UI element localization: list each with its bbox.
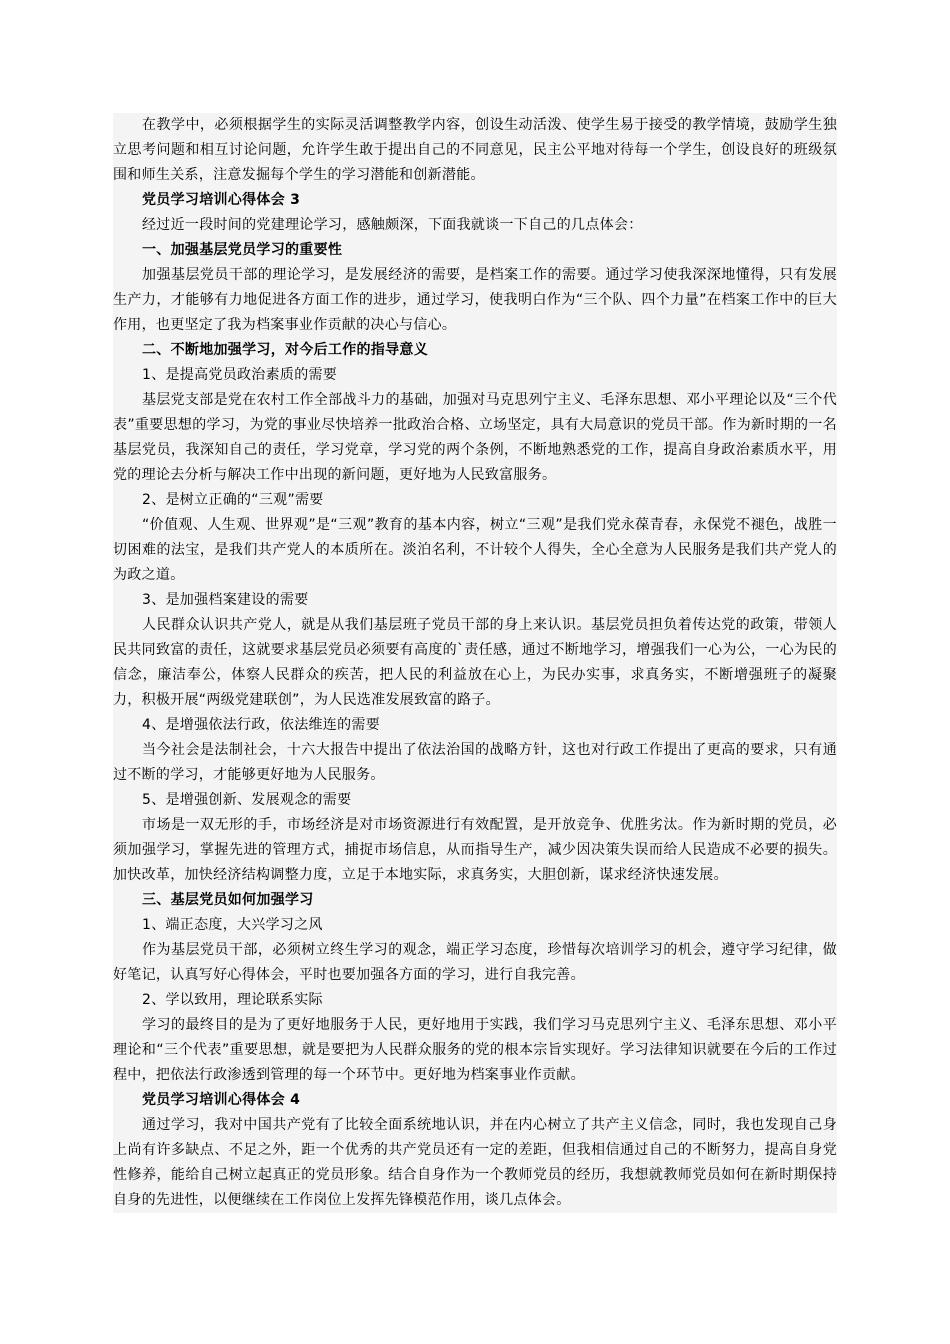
paragraph: 学习的最终目的是为了更好地服务于人民，更好地用于实践，我们学习马克思列宁主义、毛泽东思想、邓小平理论和“三个代表”重要思想，就是要把为人民群众服务的党的根本宗旨实现好。学习法律知识就要在今后的工作过程中，把依法行政渗透到管理的每一个环节中。更好地为档案事业作贡献。 xyxy=(113,1013,837,1088)
subsection-title: 5、是增强创新、发展观念的需要 xyxy=(113,788,837,813)
section-heading: 党员学习培训心得体会 4 xyxy=(113,1088,837,1113)
subsection-title: 1、端正态度，大兴学习之风 xyxy=(113,913,837,938)
subsection-title: 3、是加强档案建设的需要 xyxy=(113,588,837,613)
paragraph: 当今社会是法制社会，十六大报告中提出了依法治国的战略方针，这也对行政工作提出了更高的要求，只有通过不断的学习，才能够更好地为人民服务。 xyxy=(113,738,837,788)
section-heading: 二、不断地加强学习，对今后工作的指导意义 xyxy=(113,338,837,363)
section-heading: 党员学习培训心得体会 3 xyxy=(113,188,837,213)
document-body xyxy=(113,113,837,1213)
paragraph: 通过学习，我对中国共产党有了比较全面系统地认识，并在内心树立了共产主义信念，同时，我也发现自己身上尚有许多缺点、不足之外，距一个优秀的共产党员还有一定的差距，但我相信通过自己的不断努力，提高自身党性修养，能给自己树立起真正的党员形象。结合自身作为一个教师党员的经历，我想就教师党员如何在新时期保持自身的先进性，以便继续在工作岗位上发挥先锋模范作用，谈几点体会。 xyxy=(113,1113,837,1213)
paragraph: 市场是一双无形的手，市场经济是对市场资源进行有效配置，是开放竞争、优胜劣汰。作为新时期的党员，必须加强学习，掌握先进的管理方式，捕捉市场信息，从而指导生产，减少因决策失误而给人民造成不必要的损失。加快改革，加快经济结构调整力度，立足于本地实际，求真务实，大胆创新，谋求经济快速发展。 xyxy=(113,813,837,888)
paragraph: “价值观、人生观、世界观”是“三观”教育的基本内容，树立“三观”是我们党永葆青春，永保党不褪色，战胜一切困难的法宝，是我们共产党人的本质所在。淡泊名利，不计较个人得失，全心全意为人民服务是我们共产党人的为政之道。 xyxy=(113,513,837,588)
paragraph: 人民群众认识共产党人，就是从我们基层班子党员干部的身上来认识。基层党员担负着传达党的政策，带领人民共同致富的责任，这就要求基层党员必须要有高度的`责任感，通过不断地学习，增强我们一心为公，一心为民的信念，廉洁奉公，体察人民群众的疾苦，把人民的利益放在心上，为民办实事，求真务实，不断增强班子的凝聚力，积极开展“两级党建联创”，为人民选准发展致富的路子。 xyxy=(113,613,837,713)
subsection-title: 4、是增强依法行政，依法维连的需要 xyxy=(113,713,837,738)
paragraph: 作为基层党员干部，必须树立终生学习的观念，端正学习态度，珍惜每次培训学习的机会，遵守学习纪律，做好笔记，认真写好心得体会，平时也要加强各方面的学习，进行自我完善。 xyxy=(113,938,837,988)
paragraph: 在教学中，必须根据学生的实际灵活调整教学内容，创设生动活泼、使学生易于接受的教学情境，鼓励学生独立思考问题和相互讨论问题，允许学生敢于提出自己的不同意见，民主公平地对待每一个学生，创设良好的班级氛围和师生关系，注意发掘每个学生的学习潜能和创新潜能。 xyxy=(113,113,837,188)
subsection-title: 2、学以致用，理论联系实际 xyxy=(113,988,837,1013)
paragraph: 基层党支部是党在农村工作全部战斗力的基础，加强对马克思列宁主义、毛泽东思想、邓小平理论以及“三个代表”重要思想的学习，为党的事业尽快培养一批政治合格、立场坚定，具有大局意识的党员干部。作为新时期的一名基层党员，我深知自己的责任，学习党章，学习党的两个条例，不断地熟悉党的工作，提高自身政治素质水平，用党的理论去分析与解决工作中出现的新问题，更好地为人民致富服务。 xyxy=(113,388,837,488)
paragraph: 经过近一段时间的党建理论学习，感触颇深，下面我就谈一下自己的几点体会： xyxy=(113,213,837,238)
subsection-title: 2、是树立正确的“三观”需要 xyxy=(113,488,837,513)
section-heading: 三、基层党员如何加强学习 xyxy=(113,888,837,913)
paragraph: 加强基层党员干部的理论学习，是发展经济的需要，是档案工作的需要。通过学习使我深深地懂得，只有发展生产力，才能够有力地促进各方面工作的进步，通过学习，使我明白作为“三个队、四个力量”在档案工作中的巨大作用，也更坚定了我为档案事业作贡献的决心与信心。 xyxy=(113,263,837,338)
subsection-title: 1、是提高党员政治素质的需要 xyxy=(113,363,837,388)
section-heading: 一、加强基层党员学习的重要性 xyxy=(113,238,837,263)
